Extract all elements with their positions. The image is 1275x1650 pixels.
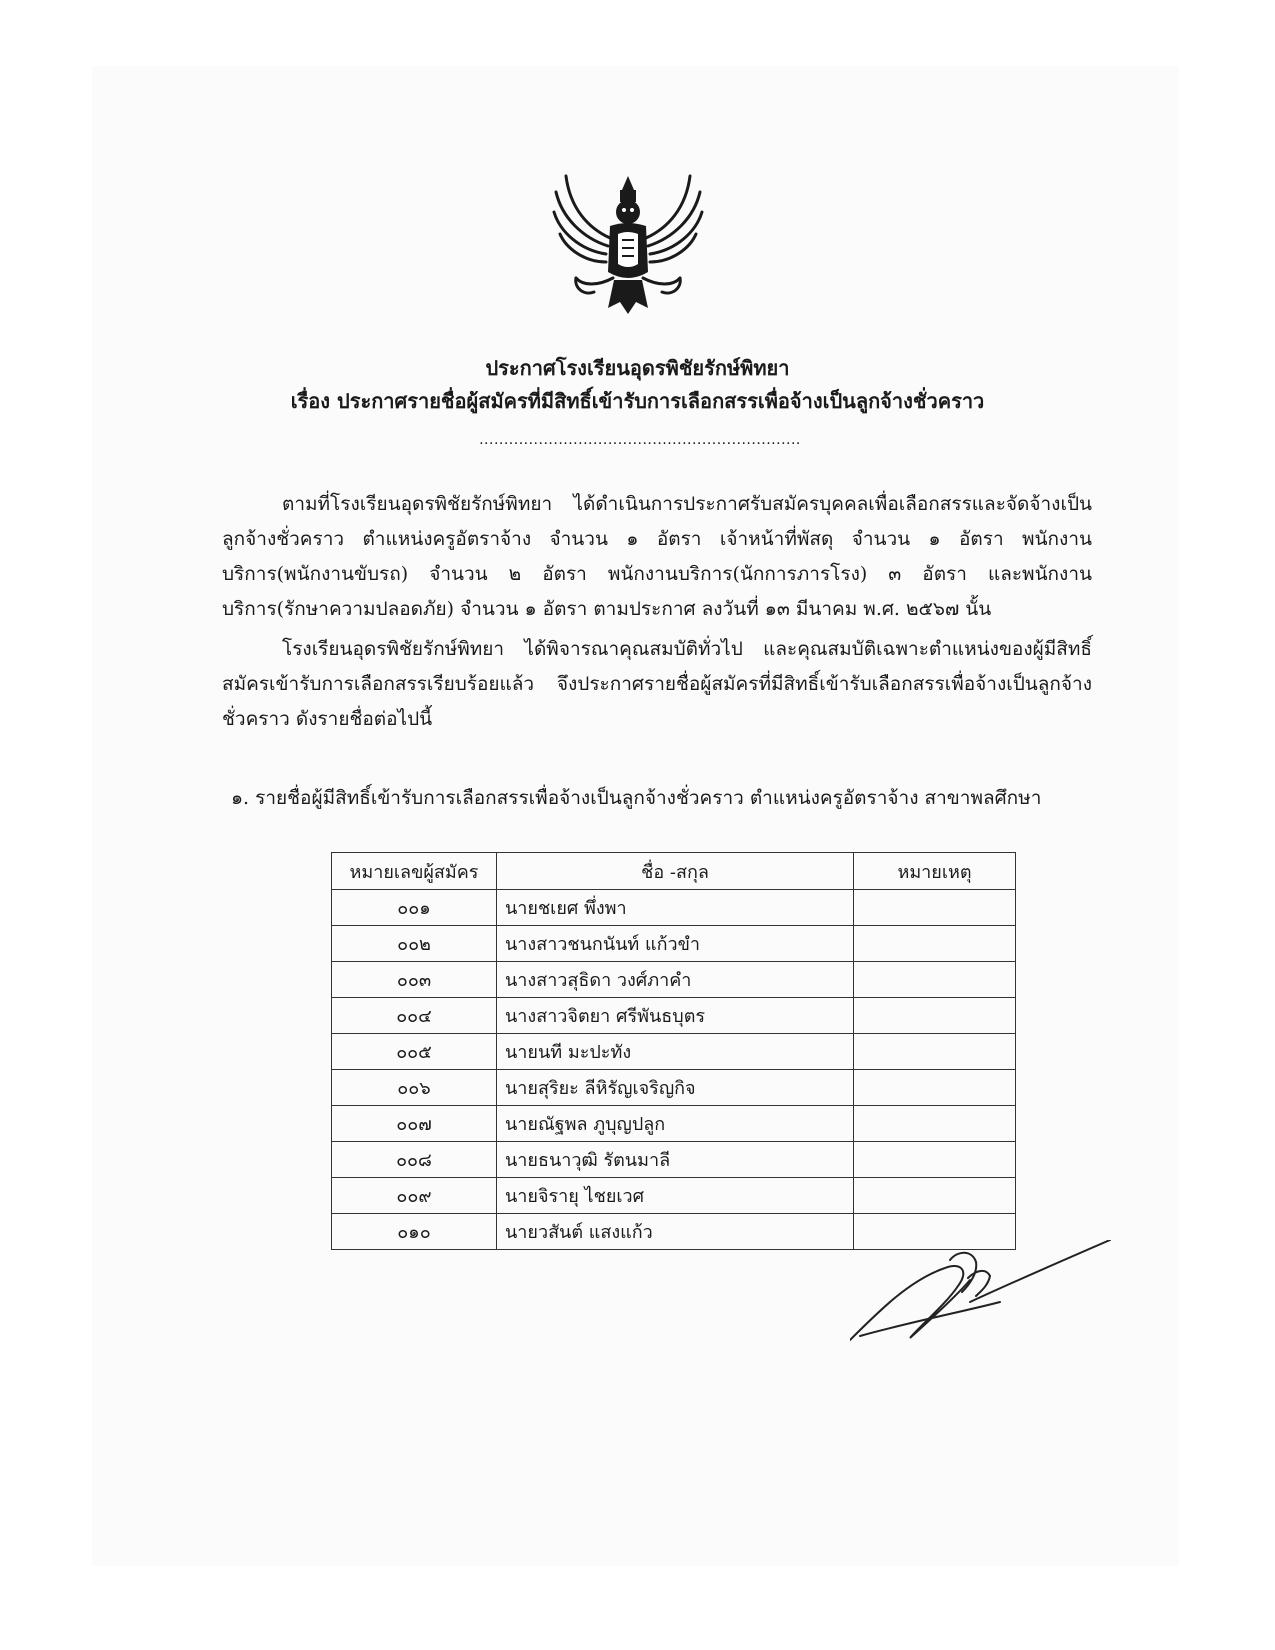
garuda-emblem-icon <box>548 168 708 318</box>
candidate-number: ๐๐๒ <box>332 926 497 962</box>
candidate-name: นายจิรายุ ไชยเวศ <box>497 1178 854 1214</box>
signature-icon <box>850 1240 1120 1350</box>
table-row <box>332 1178 1016 1214</box>
candidate-name: นายณัฐพล ภูบุญปลูก <box>497 1106 854 1142</box>
candidate-note <box>854 1034 1016 1070</box>
candidate-table <box>331 852 1016 1250</box>
table-row <box>332 1142 1016 1178</box>
dotted-separator: ................................................................. <box>479 432 801 448</box>
table-header-row <box>332 853 1016 890</box>
table-row <box>332 998 1016 1034</box>
candidate-name: นายนที มะปะทัง <box>497 1034 854 1070</box>
table-row <box>332 890 1016 926</box>
candidate-number: ๐๐๔ <box>332 998 497 1034</box>
table-row <box>332 926 1016 962</box>
candidate-note <box>854 1178 1016 1214</box>
candidate-name: นางสาวชนกนันท์ แก้วขำ <box>497 926 854 962</box>
candidate-note <box>854 962 1016 998</box>
table-row <box>332 1034 1016 1070</box>
section-heading: ๑. รายชื่อผู้มีสิทธิ์เข้ารับการเลือกสรรเพื่อจ้างเป็นลูกจ้างชั่วคราว ตำแหน่งครูอัตราจ้าง สาขาพลศึกษา <box>231 787 1042 809</box>
table-row <box>332 962 1016 998</box>
candidate-note <box>854 1106 1016 1142</box>
candidate-note <box>854 926 1016 962</box>
candidate-name: นายธนาวุฒิ รัตนมาลี <box>497 1142 854 1178</box>
candidate-note <box>854 890 1016 926</box>
candidate-note <box>854 1142 1016 1178</box>
table-row <box>332 1106 1016 1142</box>
announcement-title: ประกาศโรงเรียนอุดรพิชัยรักษ์พิทยา <box>485 356 790 380</box>
candidate-number: ๐๐๘ <box>332 1142 497 1178</box>
table-row <box>332 1070 1016 1106</box>
candidate-name: นางสาวจิตยา ศรีพันธบุตร <box>497 998 854 1034</box>
candidate-name: นายวสันต์ แสงแก้ว <box>497 1214 854 1250</box>
candidate-number: ๐๐๙ <box>332 1178 497 1214</box>
candidate-number: ๐๐๖ <box>332 1070 497 1106</box>
candidate-note <box>854 998 1016 1034</box>
announcement-subject: เรื่อง ประกาศรายชื่อผู้สมัครที่มีสิทธิ์เข้ารับการเลือกสรรเพื่อจ้างเป็นลูกจ้างชั่วคราว <box>290 389 985 413</box>
candidate-number: ๐๐๗ <box>332 1106 497 1142</box>
consideration-paragraph: โรงเรียนอุดรพิชัยรักษ์พิทยา ได้พิจารณาคุณสมบัติทั่วไป และคุณสมบัติเฉพาะตำแหน่งของผู้มีสิทธิ์สมัครเข้ารับการเลือกสรรเรียบร้อยแล้ว จึงประกาศรายชื่อผู้สมัครที่มีสิทธิ์เข้ารับเลือกสรรเพื่อจ้างเป็นลูกจ้างชั่วคราว ดังรายชื่อต่อไปนี้ <box>222 638 1092 730</box>
column-header-name: ชื่อ -สกุล <box>497 853 854 890</box>
candidate-number: ๐๑๐ <box>332 1214 497 1250</box>
intro-paragraph: ตามที่โรงเรียนอุดรพิชัยรักษ์พิทยา ได้ดำเนินการประกาศรับสมัครบุคคลเพื่อเลือกสรรและจัดจ้างเป็นลูกจ้างชั่วคราว ตำแหน่งครูอัตราจ้าง จำนวน ๑ อัตรา เจ้าหน้าที่พัสดุ จำนวน ๑ อัตรา พนักงานบริการ(พนักงานขับรถ) จำนวน ๒ อัตรา พนักงานบริการ(นักการภารโรง) ๓ อัตรา และพนักงานบริการ(รักษาความปลอดภัย) จำนวน ๑ อัตรา ตามประกาศ ลงวันที่ ๑๓ มีนาคม พ.ศ. ๒๕๖๗ นั้น <box>222 493 1092 620</box>
candidate-name: นางสาวสุธิดา วงศ์ภาคำ <box>497 962 854 998</box>
candidate-note <box>854 1070 1016 1106</box>
candidate-number: ๐๐๓ <box>332 962 497 998</box>
column-header-number: หมายเลขผู้สมัคร <box>332 853 497 890</box>
candidate-name: นายชเยศ พึ่งพา <box>497 890 854 926</box>
candidate-name: นายสุริยะ ลีหิรัญเจริญกิจ <box>497 1070 854 1106</box>
candidate-number: ๐๐๕ <box>332 1034 497 1070</box>
candidate-number: ๐๐๑ <box>332 890 497 926</box>
column-header-note: หมายเหตุ <box>854 853 1016 890</box>
